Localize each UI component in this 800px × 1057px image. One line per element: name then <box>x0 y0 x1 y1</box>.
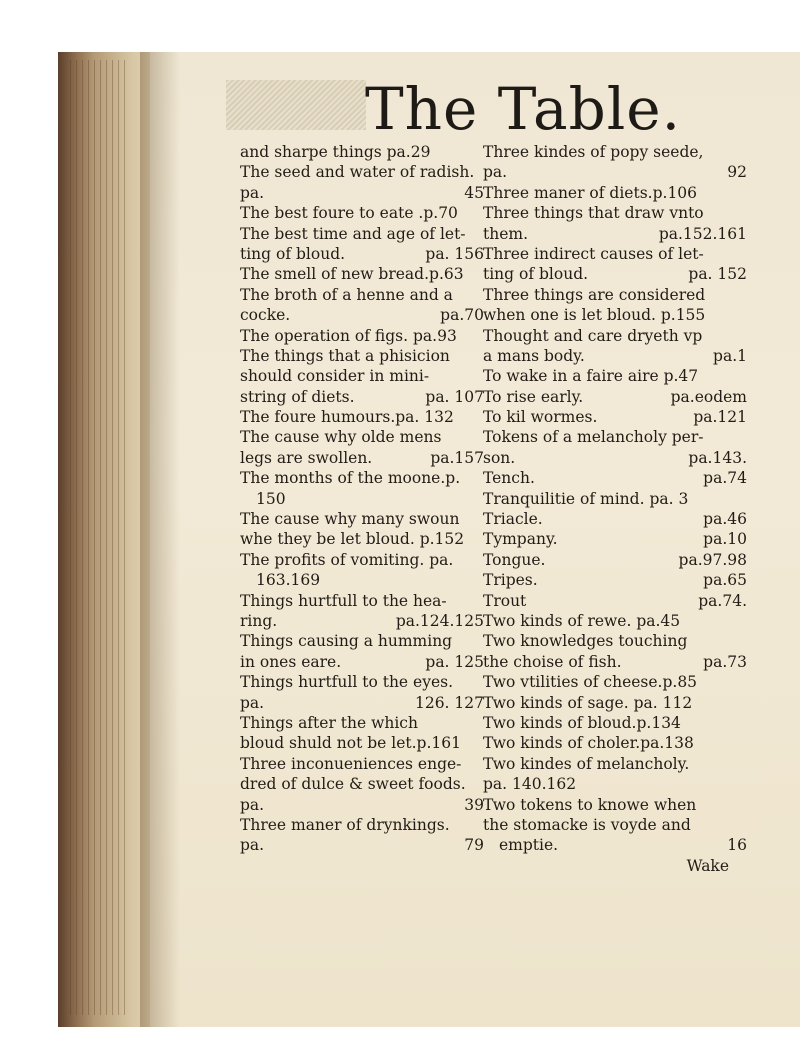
entry-page-ref: pa.73 <box>703 652 747 671</box>
right-entry: Three indirect causes of let- <box>483 244 704 263</box>
entry-page-ref: pa.74 <box>703 469 747 488</box>
entry-page-ref: 39 <box>464 795 484 814</box>
page-shadow <box>140 52 180 1027</box>
left-entry: The seed and water of radish. <box>240 163 475 182</box>
entry-label: To kil wormes. <box>483 408 598 427</box>
left-entry <box>240 305 490 325</box>
right-entry <box>483 591 753 611</box>
right-entry: Tokens of a melancholy per- <box>483 428 704 447</box>
entry-page-ref: 126. 127 <box>414 693 484 712</box>
entry-page-ref: 45 <box>464 183 484 202</box>
entry-page-ref: pa.eodem <box>670 387 747 406</box>
entry-label: Tripes. <box>483 571 538 590</box>
left-entry: should consider in mini- <box>240 367 430 386</box>
left-entry <box>240 448 490 468</box>
left-entry: 150 <box>256 489 286 508</box>
left-entry <box>240 652 490 672</box>
left-entry: Three maner of drynkings. <box>240 815 450 834</box>
left-entry: The operation of figs. pa.93 <box>240 326 457 345</box>
left-entry: The best time and age of let- <box>240 224 466 243</box>
left-entry: Things hurtfull to the hea- <box>240 591 447 610</box>
right-entry <box>483 652 753 672</box>
catchword: Wake <box>686 856 729 875</box>
entry-label: legs are swollen. <box>240 448 373 467</box>
entry-label: pa. <box>240 183 265 202</box>
left-entry <box>240 611 490 631</box>
left-entry: Things after the which <box>240 713 418 732</box>
right-entry: the stomacke is voyde and <box>483 815 691 834</box>
entry-label: ting of bloud. <box>240 244 346 263</box>
entry-label: a mans body. <box>483 346 585 365</box>
entry-page-ref: pa.157 <box>430 448 484 467</box>
left-entry: Things causing a humming <box>240 632 453 651</box>
left-entry <box>240 244 490 264</box>
left-entry <box>240 795 490 815</box>
entry-label: pa. <box>483 163 508 182</box>
entry-label: To rise early. <box>483 387 584 406</box>
left-entry: 163.169 <box>256 571 321 590</box>
entry-label: string of diets. <box>240 387 355 406</box>
entry-label: Tongue. <box>483 550 546 569</box>
entry-page-ref: pa.70 <box>440 306 484 325</box>
right-entry <box>483 224 753 244</box>
right-entry <box>483 346 753 366</box>
entry-label: the choise of fish. <box>483 652 622 671</box>
entry-label: Trout <box>483 591 527 610</box>
page-edges <box>70 60 130 1015</box>
left-entry <box>240 387 490 407</box>
right-entry: Two kinds of sage. pa. 112 <box>483 693 693 712</box>
right-entry: when one is let bloud. p.155 <box>483 306 706 325</box>
entry-page-ref: pa.10 <box>703 530 747 549</box>
entry-page-ref: pa.46 <box>703 510 747 529</box>
left-entry: dred of dulce & sweet foods. <box>240 775 466 794</box>
left-entry: The months of the moone.p. <box>240 469 461 488</box>
left-entry <box>240 835 490 855</box>
entry-page-ref: pa.74. <box>698 591 747 610</box>
right-entry: Two kinds of rewe. pa.45 <box>483 611 681 630</box>
entry-label: ring. <box>240 611 278 630</box>
entry-page-ref: pa.97.98 <box>678 550 747 569</box>
entry-label: Tympany. <box>483 530 558 549</box>
entry-page-ref: pa.121 <box>693 408 747 427</box>
left-entry: The cause why many swoun <box>240 510 460 529</box>
left-entry: The foure humours.pa. 132 <box>240 408 454 427</box>
entry-label: Triacle. <box>483 510 543 529</box>
right-entry: Two tokens to knowe when <box>483 795 697 814</box>
entry-label: pa. <box>240 836 265 855</box>
right-entry: Tranquilitie of mind. pa. 3 <box>483 489 689 508</box>
right-entry: Two vtilities of cheese.p.85 <box>483 673 698 692</box>
right-entry: Thought and care dryeth vp <box>483 326 703 345</box>
entry-label: in ones eare. <box>240 652 342 671</box>
left-entry: Three inconueniences enge- <box>240 754 462 773</box>
entry-label: cocke. <box>240 306 291 325</box>
left-entry: whe they be let bloud. p.152 <box>240 530 465 549</box>
entry-page-ref: 79 <box>464 836 484 855</box>
left-entry <box>240 183 490 203</box>
right-entry <box>483 835 753 855</box>
entry-label: them. <box>483 224 529 243</box>
right-entry <box>483 529 753 549</box>
entry-page-ref: pa.152.161 <box>658 224 747 243</box>
right-entry <box>483 509 753 529</box>
right-entry <box>483 570 753 590</box>
right-entry: Two kindes of melancholy. <box>483 754 690 773</box>
right-entry <box>483 407 753 427</box>
right-entry: Three things that draw vnto <box>483 204 704 223</box>
left-entry: The things that a phisicion <box>240 346 450 365</box>
entry-page-ref: pa.124.125 <box>395 611 484 630</box>
left-entry: The smell of new bread.p.63 <box>240 265 464 284</box>
entry-label: pa. <box>240 795 265 814</box>
entry-page-ref: pa. 152 <box>688 265 747 284</box>
left-entry: and sharpe things pa.29 <box>240 143 431 161</box>
entry-label: emptie. <box>499 836 559 855</box>
entry-page-ref: pa.143. <box>688 448 747 467</box>
page-title: The Table. <box>365 75 682 143</box>
entry-page-ref: pa. 107 <box>425 387 484 406</box>
right-entry: Two knowledges touching <box>483 632 688 651</box>
right-entry <box>483 468 753 488</box>
index-column-right <box>483 142 753 876</box>
entry-page-ref: pa.65 <box>703 571 747 590</box>
entry-page-ref: 16 <box>727 836 747 855</box>
left-entry: The profits of vomiting. pa. <box>240 550 454 569</box>
right-entry: Three kindes of popy seede, <box>483 143 704 161</box>
right-entry: Three maner of diets.p.106 <box>483 183 698 202</box>
left-entry <box>240 693 490 713</box>
right-entry: Two kinds of bloud.p.134 <box>483 713 681 732</box>
left-entry: The cause why olde mens <box>240 428 442 447</box>
right-entry: To wake in a faire aire p.47 <box>483 367 699 386</box>
left-entry: bloud shuld not be let.p.161 <box>240 734 461 753</box>
entry-label: ting of bloud. <box>483 265 589 284</box>
entry-label: son. <box>483 448 516 467</box>
index-column-left <box>240 142 490 856</box>
right-entry <box>483 264 753 284</box>
entry-page-ref: pa.1 <box>713 346 747 365</box>
entry-page-ref: 92 <box>727 163 747 182</box>
entry-label: Tench. <box>483 469 535 488</box>
entry-page-ref: pa. 156 <box>425 244 484 263</box>
entry-label: pa. <box>240 693 265 712</box>
right-entry <box>483 162 753 182</box>
entry-page-ref: pa. 125 <box>425 652 484 671</box>
left-entry: The best foure to eate .p.70 <box>240 204 458 223</box>
ornament-band <box>226 80 366 130</box>
right-entry: pa. 140.162 <box>483 775 577 794</box>
right-entry: Three things are considered <box>483 285 706 304</box>
right-entry <box>483 387 753 407</box>
left-entry: The broth of a henne and a <box>240 285 453 304</box>
right-entry <box>483 448 753 468</box>
right-entry: Two kinds of choler.pa.138 <box>483 734 694 753</box>
left-entry: Things hurtfull to the eyes. <box>240 673 454 692</box>
right-entry <box>483 550 753 570</box>
